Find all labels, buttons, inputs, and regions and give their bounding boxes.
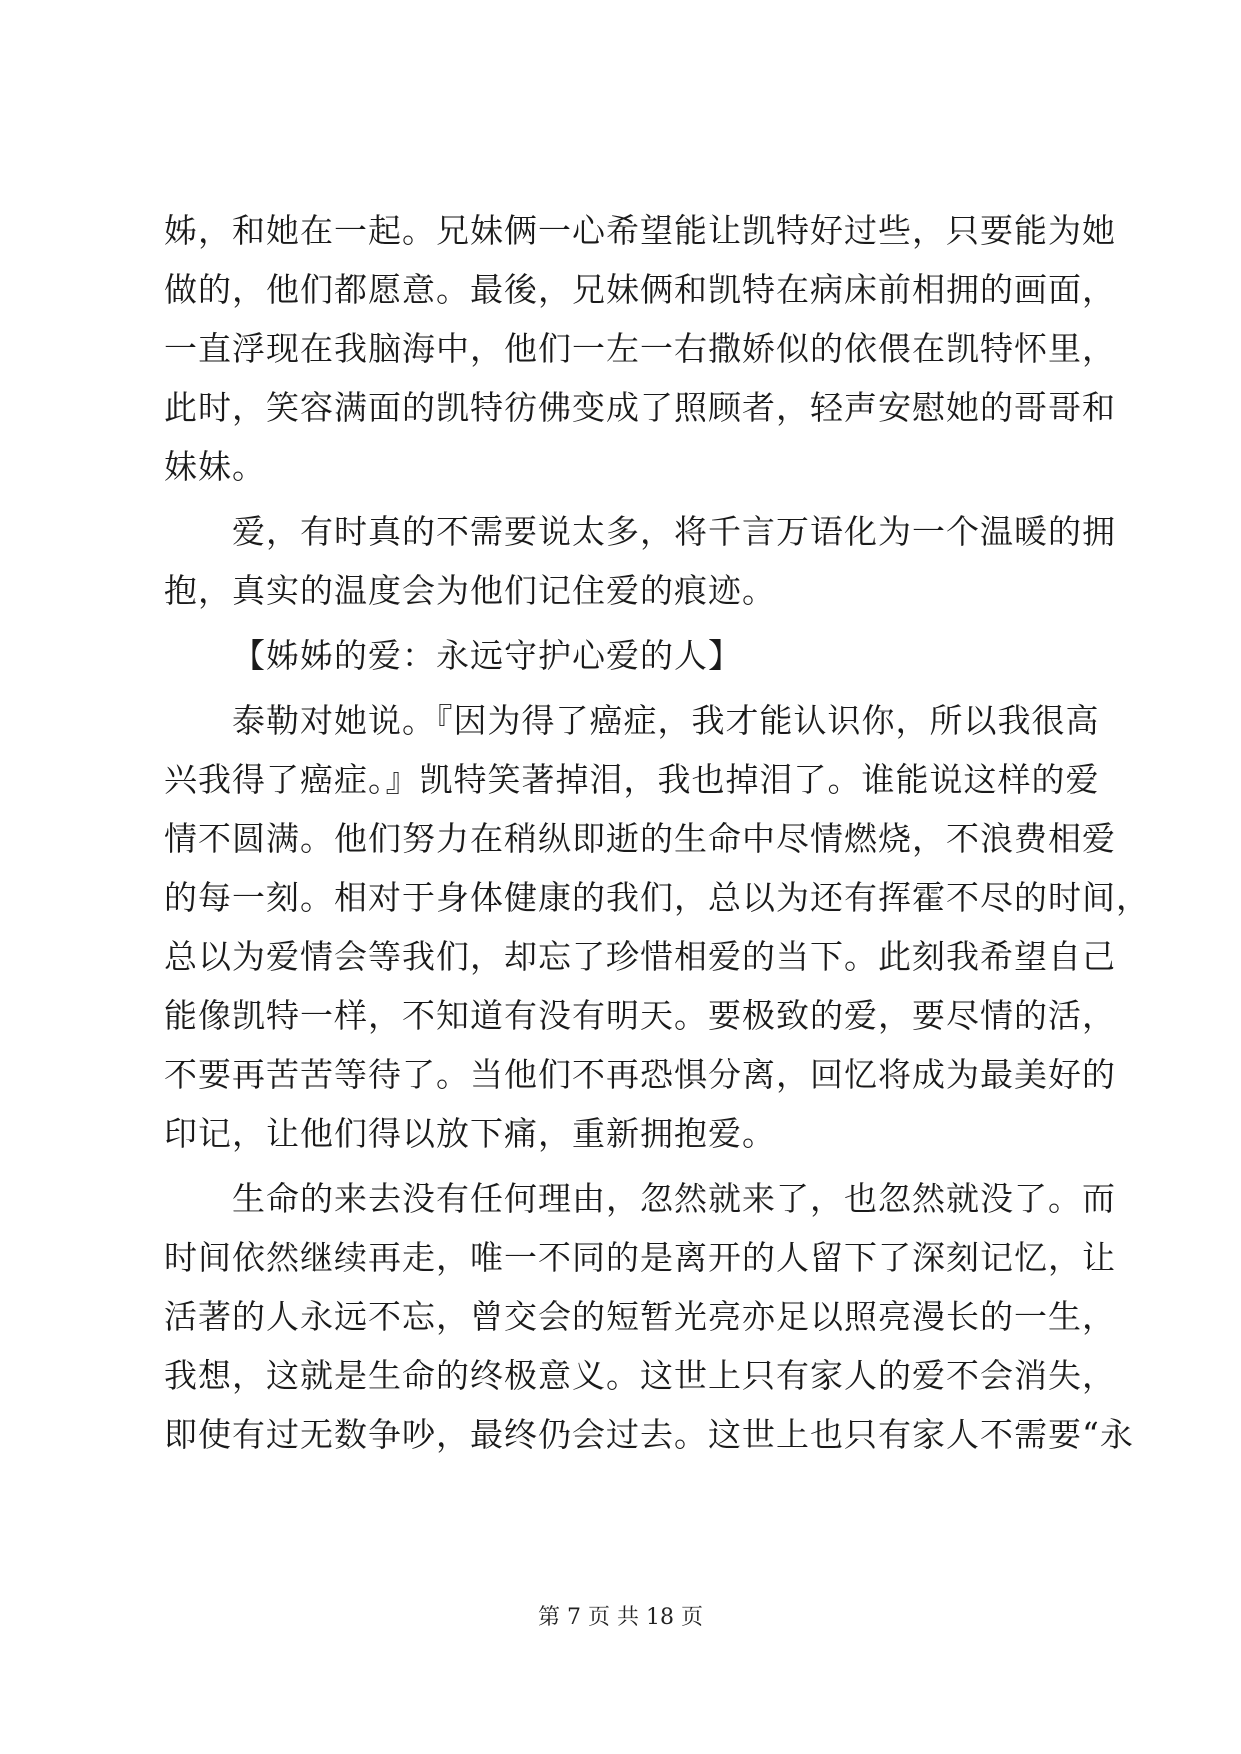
body-line: 能像凯特一样，不知道有没有明天。要极致的爱，要尽情的活， — [164, 996, 1116, 1035]
body-line: 时间依然继续再走，唯一不同的是离开的人留下了深刻记忆，让 — [164, 1238, 1116, 1277]
body-line: 做的，他们都愿意。最後，兄妹俩和凯特在病床前相拥的画面， — [164, 270, 1116, 309]
body-line: 活著的人永远不忘，曾交会的短暂光亮亦足以照亮漫长的一生， — [164, 1297, 1116, 1336]
body-line: 我想，这就是生命的终极意义。这世上只有家人的爱不会消失， — [164, 1356, 1116, 1395]
body-line: 抱，真实的温度会为他们记住爱的痕迹。 — [164, 571, 776, 610]
body-line: 不要再苦苦等待了。当他们不再恐惧分离，回忆将成为最美好的 — [164, 1055, 1116, 1094]
body-line: 的每一刻。相对于身体健康的我们，总以为还有挥霍不尽的时间， — [164, 878, 1150, 917]
body-line: 姊，和她在一起。兄妹俩一心希望能让凯特好过些，只要能为她 — [164, 211, 1116, 250]
body-line: 兴我得了癌症。』凯特笑著掉泪，我也掉泪了。谁能说这样的爱 — [164, 760, 1100, 799]
body-line: 妹妹。 — [164, 447, 266, 486]
section-heading: 【姊姊的爱：永远守护心爱的人】 — [232, 636, 742, 675]
body-line: 总以为爱情会等我们，却忘了珍惜相爱的当下。此刻我希望自己 — [164, 937, 1116, 976]
body-line: 此时，笑容满面的凯特彷佛变成了照顾者，轻声安慰她的哥哥和 — [164, 388, 1116, 427]
body-line: 情不圆满。他们努力在稍纵即逝的生命中尽情燃烧，不浪费相爱 — [164, 819, 1116, 858]
body-line: 一直浮现在我脑海中，他们一左一右撒娇似的依偎在凯特怀里， — [164, 329, 1116, 368]
page-number-footer: 第 7 页 共 18 页 — [538, 1605, 703, 1630]
body-line: 爱，有时真的不需要说太多，将千言万语化为一个温暖的拥 — [232, 512, 1116, 551]
body-line: 泰勒对她说。『因为得了癌症，我才能认识你，所以我很高 — [232, 701, 1100, 740]
body-line: 生命的来去没有任何理由，忽然就来了，也忽然就没了。而 — [232, 1179, 1116, 1218]
body-line: 印记，让他们得以放下痛，重新拥抱爱。 — [164, 1114, 776, 1153]
body-line: 即使有过无数争吵，最终仍会过去。这世上也只有家人不需要“永 — [164, 1415, 1134, 1454]
